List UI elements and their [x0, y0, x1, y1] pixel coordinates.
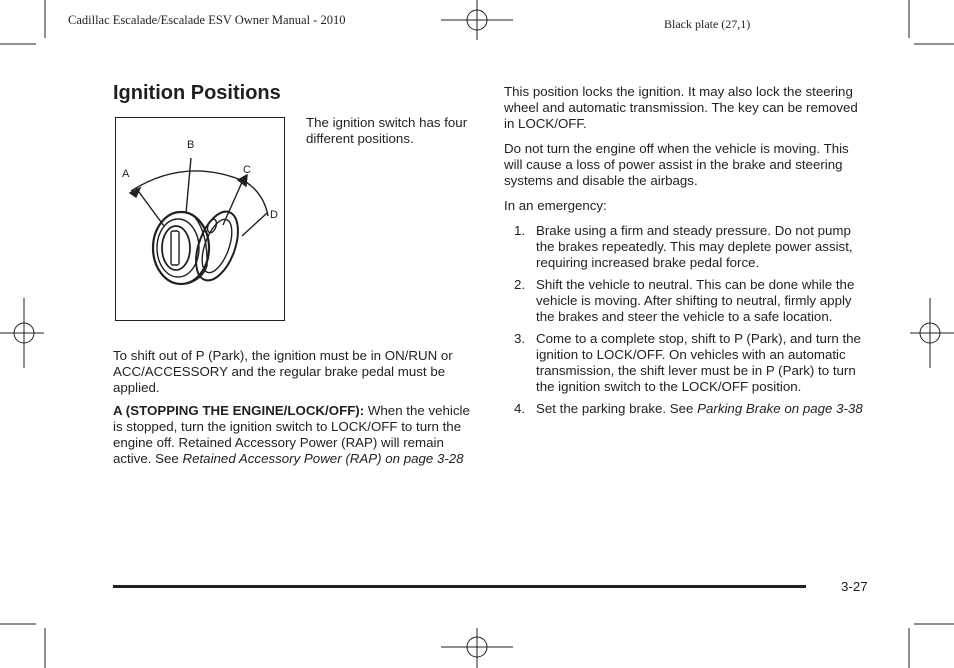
figure-caption: The ignition switch has four different positions. — [306, 115, 468, 146]
emergency-lead: In an emergency: — [504, 198, 607, 213]
list-item — [504, 277, 864, 325]
list-item — [504, 223, 864, 271]
page-number: 3-27 — [841, 579, 868, 594]
right-column — [504, 84, 864, 423]
manual-title: Cadillac Escalade/Escalade ESV Owner Manual - 2010 — [68, 13, 346, 27]
intro-paragraph: To shift out of P (Park), the ignition must be in ON/RUN or ACC/ACCESSORY and the regular brake pedal must be applied. — [113, 348, 453, 395]
step-text: Shift the vehicle to neutral. This can be done while the vehicle is moving. After shifting to neutral, firmly apply the brakes and steer the vehicle to a safe location. — [536, 277, 855, 324]
label-d: D — [270, 209, 278, 221]
step-number: 3. — [514, 331, 526, 346]
parking-brake-reference: Parking Brake on page 3-38 — [697, 401, 863, 416]
label-c: C — [243, 164, 251, 176]
plate-label: Black plate (27,1) — [664, 17, 751, 31]
step-number: 4. — [514, 401, 526, 416]
step-text: Brake using a firm and steady pressure. Do not pump the brakes repeatedly. This may deplete power assist, requiring increased brake pedal force. — [536, 223, 853, 270]
label-a: A — [122, 168, 130, 180]
ignition-figure — [115, 117, 285, 321]
position-a-text: When the vehicle is stopped, turn the ignition switch to LOCK/OFF to turn the engine off. Retained Accessory Power (RAP) will remain active. See — [113, 403, 470, 466]
label-b: B — [187, 139, 195, 151]
list-item — [504, 331, 864, 395]
rap-reference: Retained Accessory Power (RAP) on page 3-28 — [182, 451, 464, 466]
warning-paragraph: Do not turn the engine off when the vehicle is moving. This will cause a loss of power assist in the brake and steering systems and disable the airbags. — [504, 141, 849, 188]
footer-rule — [113, 585, 806, 588]
step-number: 2. — [514, 277, 526, 292]
step-text: Set the parking brake. See — [536, 401, 698, 416]
emergency-steps — [504, 223, 864, 417]
step-number: 1. — [514, 223, 526, 238]
position-a-label: A (STOPPING THE ENGINE/LOCK/OFF): — [113, 403, 365, 418]
step-text: Come to a complete stop, shift to P (Park), and turn the ignition to LOCK/OFF. On vehicles with an automatic transmission, the shift lever must be in P (Park) to turn the ignition switch to the LOCK/OFF position. — [536, 331, 861, 394]
ignition-switch-illustration — [116, 118, 284, 320]
position-a-paragraph — [113, 403, 483, 467]
section-title: Ignition Positions — [113, 82, 281, 104]
list-item — [504, 401, 864, 417]
lock-paragraph: This position locks the ignition. It may also lock the steering wheel and automatic transmission. The key can be removed in LOCK/OFF. — [504, 84, 858, 131]
